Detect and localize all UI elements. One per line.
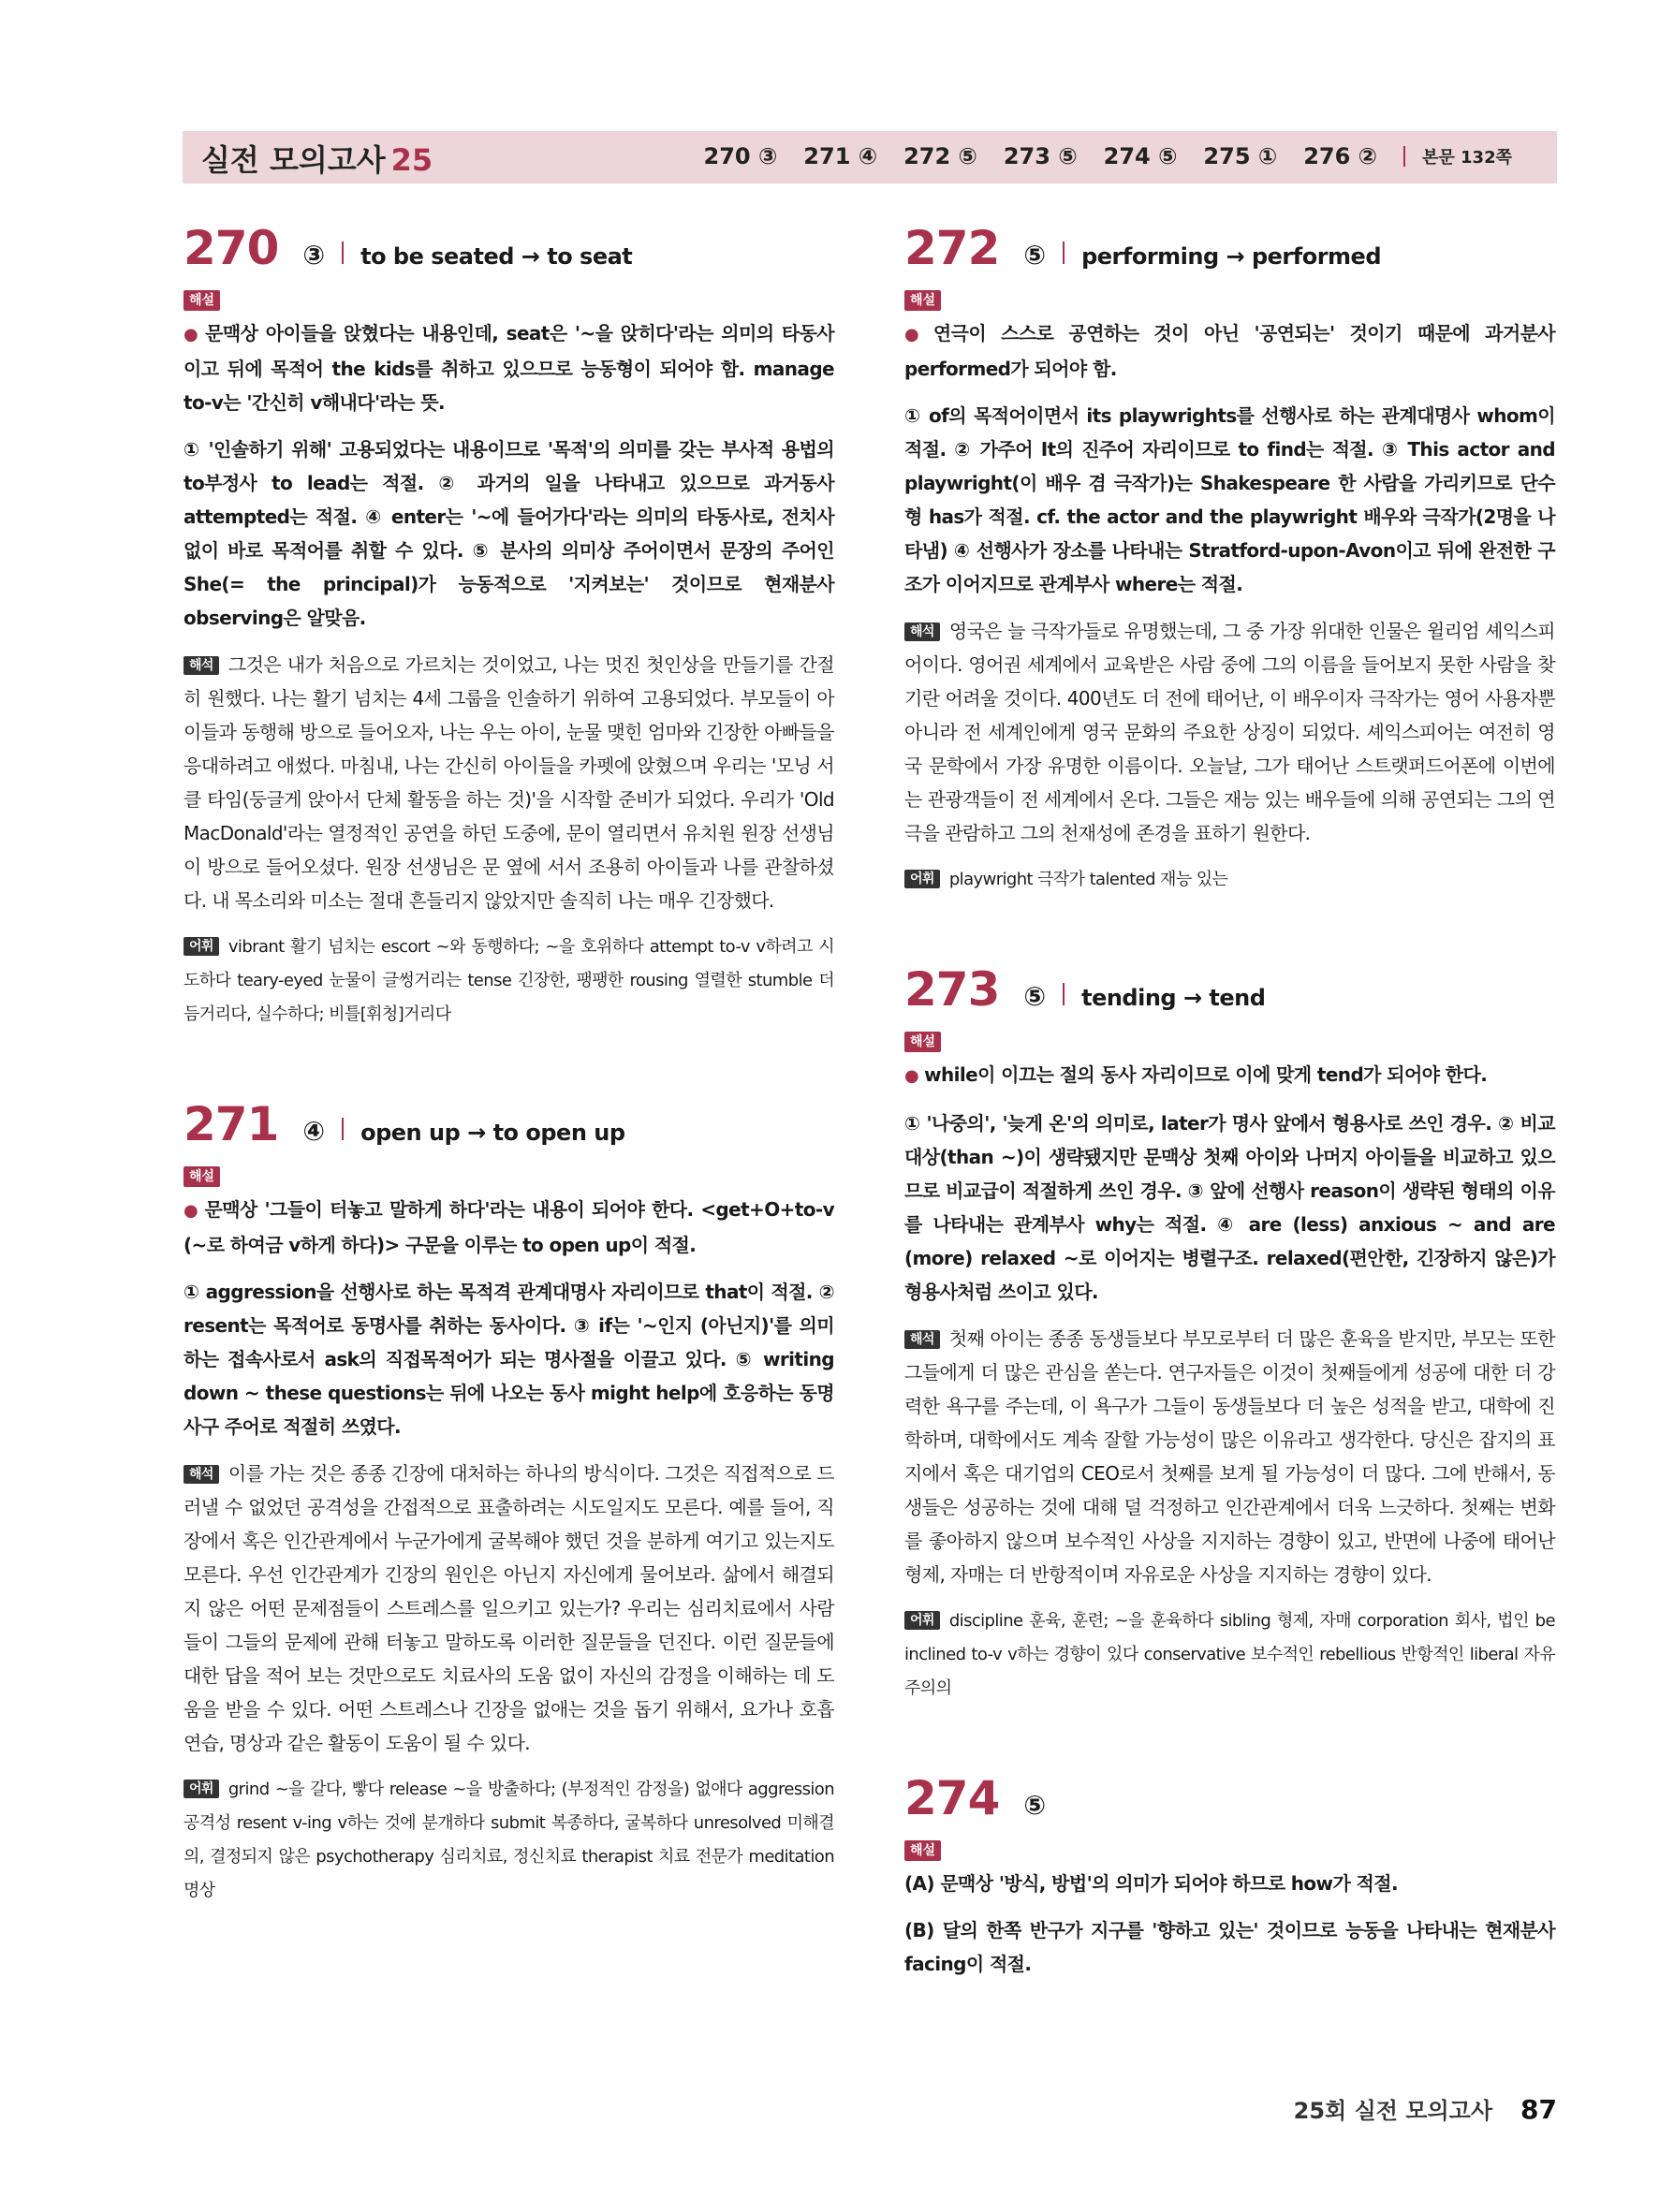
answer-key-item: 275 ① (1203, 143, 1278, 169)
question-272 (904, 221, 1555, 897)
question-divider (342, 242, 344, 264)
right-column (904, 221, 1555, 2046)
answer-key-item: 273 ⑤ (1003, 143, 1078, 169)
question-header (184, 221, 834, 277)
vocab-tag: 어휘 (184, 1780, 219, 1798)
vocabulary (904, 863, 1555, 897)
translation-text: 첫째 아이는 종종 동생들보다 부모로부터 더 많은 훈육을 받지만, 부모는 또한 그들에게 더 많은 관심을 쏟는다. 연구자들은 이것이 첫째들에게 성공에 대한 더 강력한 욕구를 주는데, 이 욕구가 그들이 동생들보다 더 높은 성적을 받고, 대학에 진학하며, 대학에서도 계속 잘할 가능성이 많은 이유라고 생각한다. 당신은 잡지의 표지에서 혹은 대기업의 CEO로서 첫째를 보게 될 가능성이 더 많다. 그에 반해서, 동생들은 성공하는 것에 대해 덜 걱정하고 인간관계에서 더욱 느긋하다. 첫째는 변화를 좋아하지 않으며 보수적인 사상을 지지하는 경향이 있고, 반면에 나중에 태어난 형제, 자매는 더 반항적이며 자유로운 사상을 지지하는 경향이 있다. (904, 1327, 1555, 1586)
bullet-icon: ● (184, 325, 200, 344)
question-number: 270 (184, 221, 279, 275)
answer-key-item: 270 ③ (703, 143, 778, 169)
explanation-detail: ① '나중의', '늦게 온'의 의미로, later가 명사 앞에서 형용사로 쓰인 경우. ② 비교대상(than ~)이 생략됐지만 문맥상 첫째 아이와 나머지 아이들을 비교하고 있으므로 비교급이 적절하게 쓰인 경우. ③ 앞에 선행사 reason이 생략된 형태의 이유를 나타내는 관계부사 why는 적절. ④ are (less) anxious ~ and are (more) relaxed ~로 이어지는 병렬구조. relaxed(편안한, 긴장하지 않은)가 형용사처럼 쓰이고 있다. (904, 1112, 1555, 1303)
answer-key-item: 276 ② (1303, 143, 1377, 169)
vocab-tag: 어휘 (904, 1611, 940, 1630)
translation-tag: 해석 (184, 1465, 219, 1484)
question-header (904, 221, 1555, 277)
explanation-detail: ① '인솔하기 위해' 고용되었다는 내용이므로 '목적'의 의미를 갖는 부사적 용법의 to부정사 to lead는 적절. ② 과거의 일을 나타내고 있으므로 과거동사 attempted는 적절. ④ enter는 '~에 들어가다'라는 의미의 타동사로, 전치사 없이 바로 목적어를 취할 수 있다. ⑤ 분사의 의미상 주어이면서 문장의 주어인 She(= the principal)가 능동적으로 '지켜보는' 것이므로 현재분사 observing은 알맞음. (184, 438, 834, 629)
explanation-main-text: 문맥상 '그들이 터놓고 말하게 하다'라는 내용이 되어야 한다. <get+O+to-v (~로 하여금 v하게 하다)> 구문을 이루는 to open up이 적절. (184, 1198, 835, 1256)
explanation-tag: 해설 (184, 1166, 220, 1187)
translation (184, 1457, 834, 1760)
translation-text: 그것은 내가 처음으로 가르치는 것이었고, 나는 멋진 첫인상을 만들기를 간절히 원했다. 나는 활기 넘치는 4세 그룹을 인솔하기 위하여 고용되었다. 부모들이 아이들과 동행해 방으로 들어오자, 나는 우는 아이, 눈물 맺힌 엄마와 긴장한 아빠들을 응대하려고 애썼다. 마침내, 나는 간신히 아이들을 카펫에 앉혔으며 우리는 '모닝 서클 타임(둥글게 앉아서 단체 활동을 하는 것)'을 시작할 준비가 되었다. 우리가 'Old MacDonald'라는 열정적인 공연을 하던 도중에, 문이 열리면서 유치원 원장 선생님이 방으로 들어오셨다. 원장 선생님은 문 옆에 서서 조용히 아이들과 나를 관찰하셨다. 내 목소리와 미소는 절대 흔들리지 않았지만 솔직히 나는 매우 긴장했다. (184, 653, 834, 912)
answer-key (678, 143, 1512, 169)
vocab-text: discipline 훈육, 훈련; ~을 훈육하다 sibling 형제, 자매 corporation 회사, 법인 be inclined to-v v하는 경향이 있다 conservative 보수적인 rebellious 반항적인 liberal 자유주의의 (904, 1611, 1555, 1698)
translation-text: 이를 가는 것은 종종 긴장에 대처하는 하나의 방식이다. 그것은 직접적으로 드러낼 수 없었던 공격성을 간접적으로 표출하려는 시도일지도 모른다. 예를 들어, 직장에서 혹은 인간관계에서 누군가에게 굴복해야 했던 것을 분하게 여기고 있는지도 모른다. 우선 인간관계가 긴장의 원인은 아닌지 자신에게 물어보라. 삶에서 해결되지 않은 어떤 문제점들이 스트레스를 일으키고 있는가? 우리는 심리치료에서 사람들이 그들의 문제에 관해 터놓고 말하도록 이러한 질문들을 던진다. 이런 질문들에 대한 답을 적어 보는 것만으로도 치료사의 도움 없이 자신의 감정을 이해하는 데 도움을 받을 수 있다. 어떤 스트레스나 긴장을 없애는 것을 돕기 위해서, 요가나 호흡 연습, 명상과 같은 활동이 도움이 될 수 있다. (184, 1462, 834, 1754)
page-number: 87 (1520, 2094, 1557, 2125)
question-271 (184, 1097, 834, 1908)
question-divider (342, 1118, 344, 1140)
vocab-tag: 어휘 (184, 937, 219, 956)
bullet-icon: ● (184, 1201, 199, 1221)
translation (184, 648, 834, 917)
left-column (184, 221, 834, 1973)
vocab-text: playwright 극작가 talented 재능 있는 (948, 870, 1228, 889)
vocabulary (904, 1604, 1555, 1706)
question-correction: open up → to open up (360, 1120, 625, 1146)
question-divider (1063, 983, 1065, 1005)
question-answer: ③ (302, 240, 326, 271)
question-number: 272 (904, 221, 1000, 275)
header-test-number: 25 (390, 142, 433, 178)
question-header (904, 962, 1555, 1018)
question-answer: ⑤ (1023, 1790, 1047, 1821)
explanation-main (904, 1058, 1555, 1093)
answer-key-item: 272 ⑤ (903, 143, 977, 169)
page-footer (1294, 2092, 1557, 2125)
explanation-detail: ① of의 목적어이면서 its playwrights를 선행사로 하는 관계대명사 whom이 적절. ② 가주어 It의 진주어 자리이므로 to find는 적절. ③ This actor and playwright(이 배우 겸 극작가)는 Shakespeare 한 사람을 가리키므로 단수형 has가 적절. cf. the actor and the playwright 배우와 극작가(2명을 나타냄) ④ 선행사가 장소를 나타내는 Stratford-upon-Avon이고 뒤에 완전한 구조가 이어지므로 관계부사 where는 적절. (904, 404, 1555, 595)
question-answer: ④ (302, 1116, 326, 1147)
explanation-part-b: (B) 달의 한쪽 반구가 지구를 '향하고 있는' 것이므로 능동을 나타내는 현재분사 facing이 적절. (904, 1919, 1555, 1975)
translation-tag: 해석 (904, 1330, 940, 1349)
question-answer: ⑤ (1023, 981, 1047, 1012)
question-divider (1063, 242, 1065, 264)
bullet-icon: ● (904, 325, 928, 344)
translation (904, 1322, 1555, 1591)
explanation-main (904, 316, 1555, 386)
vocabulary (184, 1773, 834, 1908)
question-correction: to be seated → to seat (360, 243, 633, 270)
question-correction: performing → performed (1081, 243, 1381, 270)
explanation-part-a: (A) 문맥상 '방식, 방법'의 의미가 되어야 하므로 how가 적절. (904, 1872, 1398, 1895)
translation-text: 영국은 늘 극작가들로 유명했는데, 그 중 가장 위대한 인물은 윌리엄 셰익스피어이다. 영어권 세계에서 교육받은 사람 중에 그의 이름을 들어보지 못한 사람을 찾기란 어려울 것이다. 400년도 더 전에 태어난, 이 배우이자 극작가는 영어 사용자뿐 아니라 전 세계인에게 영국 문화의 주요한 상징이 되었다. 셰익스피어는 여전히 영국 문학에서 가장 유명한 이름이다. 오늘날, 그가 태어난 스트랫퍼드어폰에 이번에는 관광객들이 전 세계에서 온다. 그들은 재능 있는 배우들에 의해 공연되는 그의 연극을 관람하고 그의 천재성에 존경을 표하기 원한다. (904, 620, 1555, 844)
question-270 (184, 221, 834, 1032)
question-correction: tending → tend (1081, 985, 1266, 1011)
translation-tag: 해석 (184, 656, 219, 675)
translation (904, 614, 1555, 850)
explanation-tag: 해설 (904, 1840, 941, 1861)
question-274 (904, 1771, 1555, 1981)
header-divider (1403, 146, 1405, 167)
footer-title: 25회 실전 모의고사 (1293, 2098, 1493, 2124)
header-title (201, 137, 433, 180)
header-title-text: 실전 모의고사 (201, 142, 386, 178)
explanation-tag: 해설 (184, 290, 220, 311)
bullet-icon: ● (904, 1066, 919, 1086)
explanation-detail: ① aggression을 선행사로 하는 목적격 관계대명사 자리이므로 that이 적절. ② resent는 목적어로 동명사를 취하는 동사이다. ③ if는 '~인지 (아닌지)'를 의미하는 접속사로서 ask의 직접목적어가 되는 명사절을 이끌고 있다. ⑤ writing down ~ these questions는 뒤에 나오는 동사 might help에 호응하는 동명사구 주어로 적절히 쓰였다. (184, 1281, 834, 1438)
question-header (904, 1771, 1555, 1827)
explanation-tag: 해설 (904, 290, 941, 311)
explanation-tag: 해설 (904, 1032, 941, 1052)
explanation-main (184, 316, 834, 419)
explanation-main-text: 연극이 스스로 공연하는 것이 아닌 '공연되는' 것이기 때문에 과거분사 performed가 되어야 함. (904, 322, 1556, 380)
question-number: 273 (904, 962, 1000, 1017)
vocab-text: vibrant 활기 넘치는 escort ~와 동행하다; ~을 호위하다 attempt to-v v하려고 시도하다 teary-eyed 눈물이 글썽거리는 tense 긴장한, 팽팽한 rousing 열렬한 stumble 더듬거리다, 실수하다; 비틀[휘청]거리다 (184, 937, 834, 1024)
explanation-main-text: 문맥상 아이들을 앉혔다는 내용인데, seat은 '~을 앉히다'라는 의미의 타동사이고 뒤에 목적어 the kids를 취하고 있으므로 능동형이 되어야 함. manage to-v는 '간신히 v해내다'라는 뜻. (184, 322, 835, 414)
answer-key-item: 271 ④ (803, 143, 878, 169)
question-273 (904, 962, 1555, 1706)
translation-tag: 해석 (904, 623, 940, 641)
explanation-main (184, 1193, 834, 1262)
answer-key-item: 274 ⑤ (1103, 143, 1178, 169)
vocabulary (184, 930, 834, 1032)
question-number: 271 (184, 1097, 279, 1151)
page-reference: 본문 132쪽 (1421, 148, 1512, 168)
vocab-text: grind ~을 갈다, 빻다 release ~을 방출하다; (부정적인 감정을) 없애다 aggression 공격성 resent v-ing v하는 것에 분개하다 submit 복종하다, 굴복하다 unresolved 미해결의, 결정되지 않은 psychotherapy 심리치료, 정신치료 therapist 치료 전문가 meditation 명상 (184, 1780, 834, 1900)
question-header (184, 1097, 834, 1153)
vocab-tag: 어휘 (904, 870, 940, 888)
question-number: 274 (904, 1771, 1000, 1825)
header-bar (183, 131, 1557, 183)
question-answer: ⑤ (1023, 240, 1047, 271)
explanation-main-text: while이 이끄는 절의 동사 자리이므로 이에 맞게 tend가 되어야 한다. (924, 1063, 1488, 1086)
